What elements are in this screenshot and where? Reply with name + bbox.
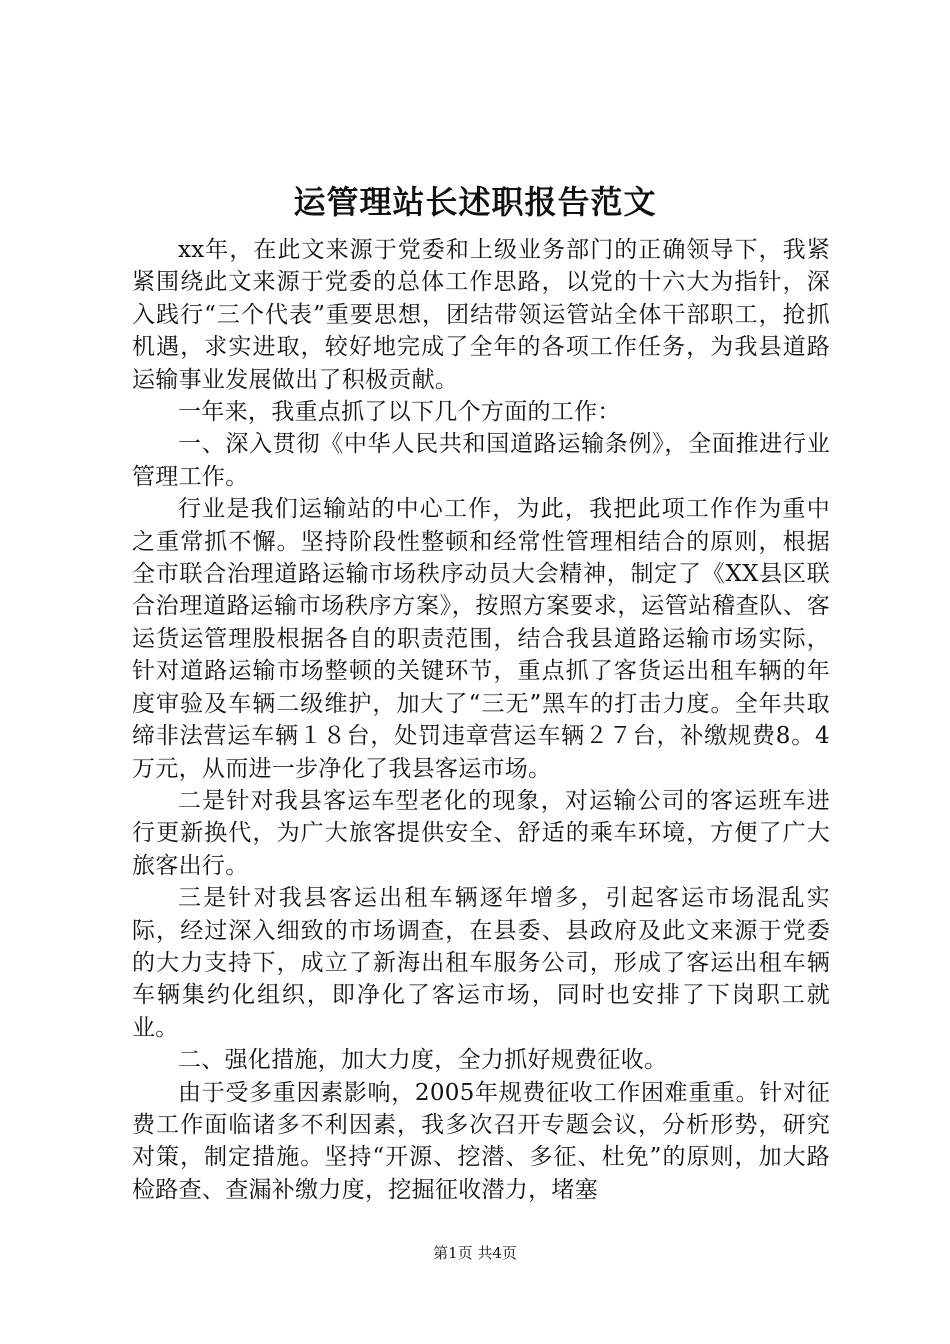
page-number: 第1页 [433, 1244, 473, 1262]
paragraph: 一年来，我重点抓了以下几个方面的工作： [178, 399, 621, 426]
document-body [132, 234, 830, 1206]
paragraph: 二是针对我县客运车型老化的现象，对运输公司的客运班车进行更新换代，为广大旅客提供安全、舒适的乘车环境，方便了广大旅客出行。 [132, 787, 830, 879]
paragraph: 行业是我们运输站的中心工作，为此，我把此项工作作为重中之重常抓不懈。坚持阶段性整顿和经常性管理相结合的原则，根据全市联合治理道路运输市场秩序动员大会精神，制定了《XX县区联合治理道路运输市场秩序方案》，按照方案要求，运管站稽查队、客运货运管理股根据各自的职责范围，结合我县道路运输市场实际，针对道路运输市场整顿的关键环节，重点抓了客货运出租车辆的年度审验及车辆二级维护，加大了“三无”黑车的打击力度。全年共取缔非法营运车辆１８台，处罚违章营运车辆２７台，补缴规费8。4万元，从而进一步净化了我县客运市场。 [132, 496, 830, 782]
paragraph: xx年，在此文来源于党委和上级业务部门的正确领导下，我紧紧围绕此文来源于党委的总体工作思路，以党的十六大为指针，深入践行“三个代表”重要思想，团结带领运管站全体干部职工，抢抓机遇，求实进取，较好地完成了全年的各项工作任务，为我县道路运输事业发展做出了积极贡献。 [132, 237, 830, 393]
page-footer [0, 1243, 950, 1263]
paragraph: 一、深入贯彻《中华人民共和国道路运输条例》，全面推进行业管理工作。 [132, 431, 830, 490]
paragraph: 由于受多重因素影响，2005年规费征收工作困难重重。针对征费工作面临诸多不利因素，我多次召开专题会议，分析形势，研究对策，制定措施。坚持“开源、挖潜、多征、杜免”的原则，加大路检路查、查漏补缴力度，挖掘征收潜力，堵塞 [132, 1079, 830, 1203]
document-title: 运管理站长述职报告范文 [293, 183, 657, 221]
paragraph: 二、强化措施，加大力度，全力抓好规费征收。 [178, 1047, 668, 1074]
paragraph: 三是针对我县客运出租车辆逐年增多，引起客运市场混乱实际，经过深入细致的市场调查，在县委、县政府及此文来源于党委的大力支持下，成立了新海出租车服务公司，形成了客运出租车辆车辆集约化组织，即净化了客运市场，同时也安排了下岗职工就业。 [132, 885, 830, 1041]
page-total: 共4页 [477, 1244, 517, 1262]
